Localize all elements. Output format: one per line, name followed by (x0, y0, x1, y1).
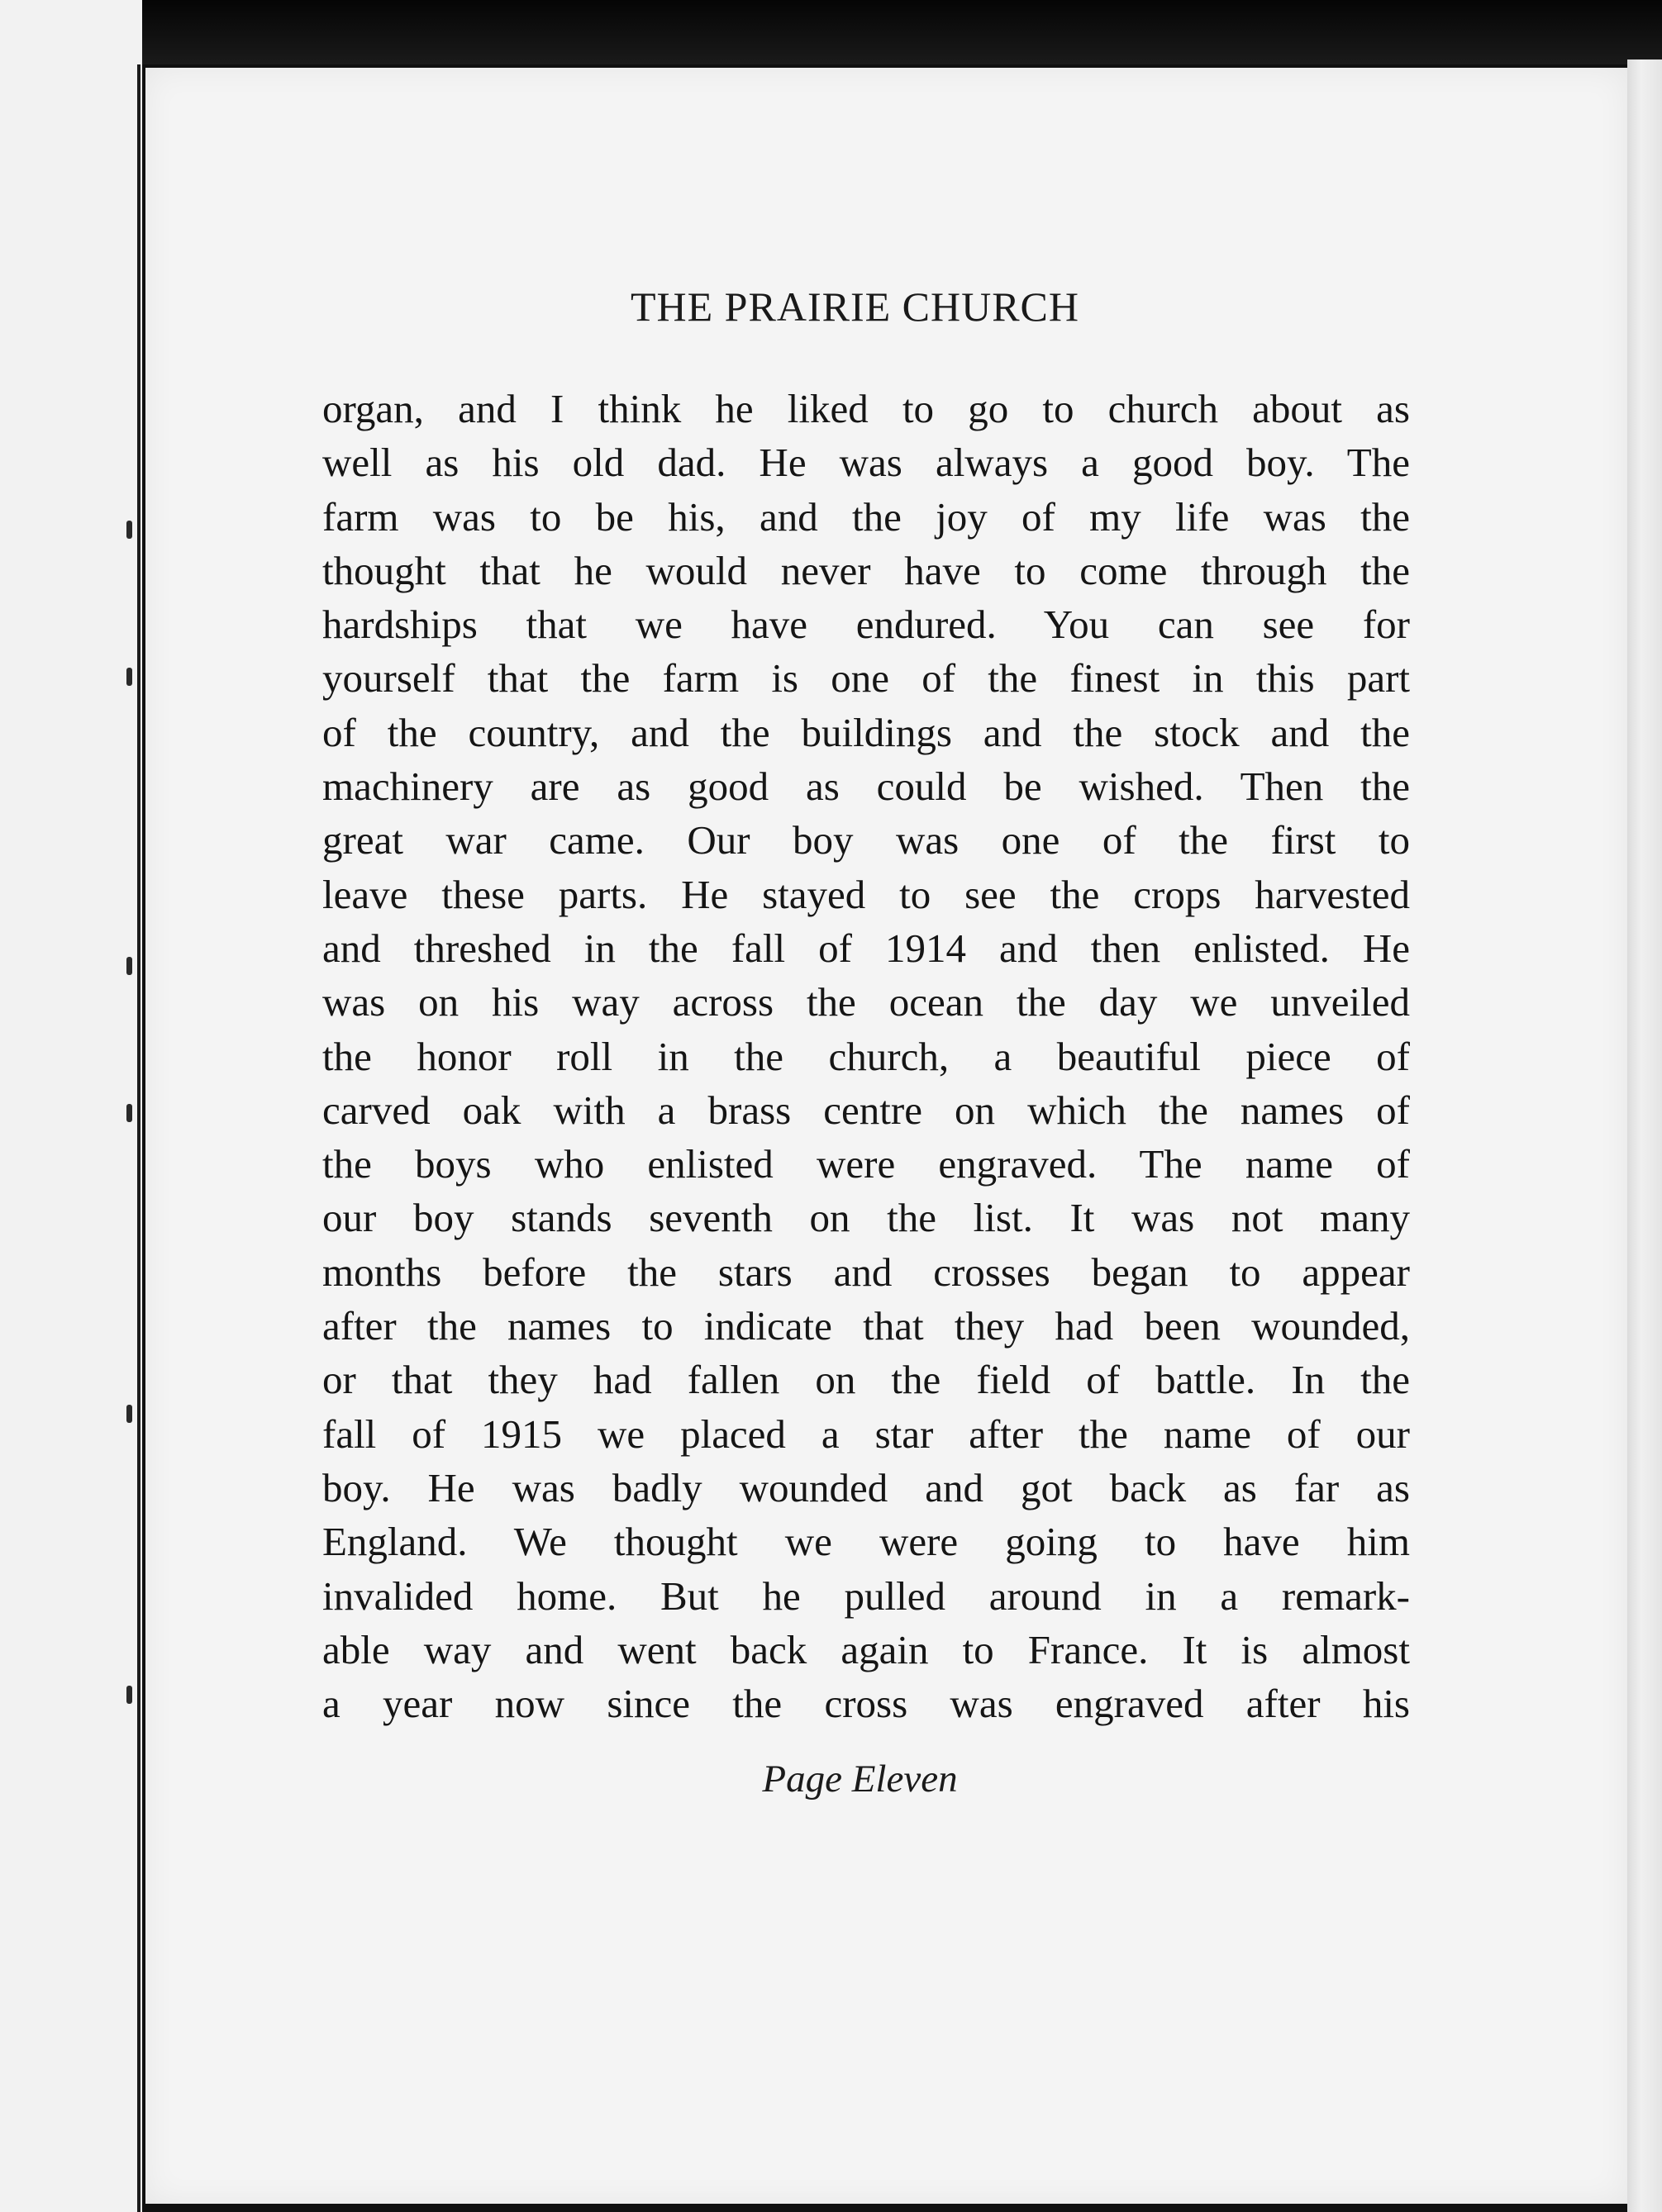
scan-speck (126, 521, 132, 539)
body-line: machinery are as good as could be wished. Then the (322, 763, 1410, 810)
body-line: leave these parts. He stayed to see the crops harvested (322, 871, 1410, 917)
page-number: Page Eleven (762, 1758, 958, 1801)
scan-top-border (0, 0, 1662, 64)
scan-speck (126, 1686, 132, 1704)
body-line: the honor roll in the church, a beautiful piece of (322, 1033, 1410, 1079)
body-line: well as his old dad. He was always a good boy. The (322, 440, 1410, 486)
body-line: months before the stars and crosses began to appear (322, 1249, 1410, 1295)
body-line: or that they had fallen on the field of battle. In the (322, 1357, 1410, 1403)
body-line: after the names to indicate that they had been wounded, (322, 1303, 1410, 1349)
body-line: hardships that we have endured. You can see for (322, 602, 1410, 648)
running-head: THE PRAIRIE CHURCH (630, 283, 1080, 330)
body-line: great war came. Our boy was one of the first to (322, 817, 1410, 863)
body-line: our boy stands seventh on the list. It was not many (322, 1195, 1410, 1241)
body-line: England. We thought we were going to have him (322, 1519, 1410, 1565)
page-right-edge (1627, 59, 1662, 2212)
body-line: a year now since the cross was engraved after his (322, 1681, 1410, 1727)
body-line: organ, and I think he liked to go to church about as (322, 386, 1410, 431)
body-line: and threshed in the fall of 1914 and then enlisted. He (322, 925, 1410, 971)
body-line: thought that he would never have to come through the (322, 547, 1410, 593)
scan-speck (126, 668, 132, 686)
body-line: was on his way across the ocean the day we unveiled (322, 979, 1410, 1025)
body-line: invalided home. But he pulled around in a remark- (322, 1572, 1410, 1619)
body-line: carved oak with a brass centre on which the names of (322, 1087, 1410, 1133)
body-line: the boys who enlisted were engraved. The name of (322, 1141, 1410, 1187)
scan-speck (126, 1104, 132, 1122)
body-text (322, 382, 1410, 1730)
body-line: yourself that the farm is one of the finest in this part (322, 655, 1410, 702)
body-line: farm was to be his, and the joy of my life was the (322, 493, 1410, 540)
body-line: of the country, and the buildings and the stock and the (322, 709, 1410, 755)
body-line: fall of 1915 we placed a star after the name of our (322, 1410, 1410, 1457)
scan-left-margin (0, 0, 142, 2212)
scan-speck (126, 1405, 132, 1423)
scan-speck (126, 957, 132, 975)
page-binding-edge (137, 64, 140, 2212)
body-line: boy. He was badly wounded and got back as far as (322, 1464, 1410, 1510)
body-line: able way and went back again to France. It is almost (322, 1626, 1410, 1672)
